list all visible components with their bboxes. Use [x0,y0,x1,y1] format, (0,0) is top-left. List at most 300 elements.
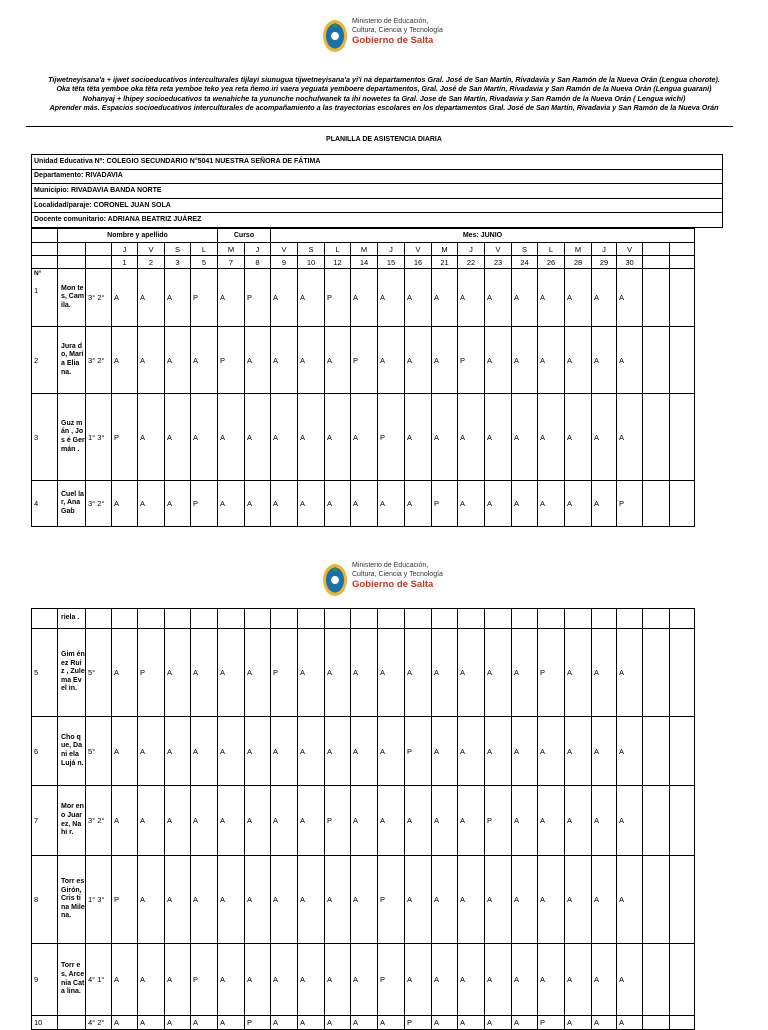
attendance-mark: A [298,944,325,1016]
blank-cell [670,243,695,256]
attendance-mark: A [325,944,351,1016]
attendance-mark: A [245,786,271,856]
attendance-mark: A [485,629,512,717]
attendance-mark: A [378,481,405,527]
attendance-mark: A [485,1016,512,1030]
attendance-mark: A [538,269,565,327]
attendance-mark: A [351,394,378,481]
weekday-cell: M [565,243,592,256]
blank-cell [643,481,670,527]
logo-gobierno: Gobierno de Salta [352,35,434,46]
attendance-mark: A [112,717,138,786]
attendance-mark: A [112,1016,138,1030]
attendance-mark: A [112,269,138,327]
attendance-mark: A [432,629,458,717]
weekday-cell: J [245,243,271,256]
attendance-mark: A [617,269,643,327]
attendance-mark: A [378,1016,405,1030]
day-cell: 21 [432,256,458,269]
day-cell: 9 [271,256,298,269]
attendance-mark [432,609,458,629]
blank-cell [670,717,695,786]
day-cell: 16 [405,256,432,269]
attendance-mark: A [378,717,405,786]
attendance-mark: A [298,629,325,717]
attendance-mark: A [245,394,271,481]
blank-cell [86,243,112,256]
attendance-mark: P [325,269,351,327]
day-cell: 14 [351,256,378,269]
student-curso: 3° 2° [86,269,112,327]
attendance-mark: A [112,786,138,856]
attendance-mark: A [432,944,458,1016]
blank-cell [643,327,670,394]
blank-cell [643,394,670,481]
attendance-mark: A [405,629,432,717]
attendance-mark: A [538,786,565,856]
attendance-mark [617,609,643,629]
attendance-mark: A [165,629,191,717]
attendance-mark: A [458,481,485,527]
intro-line: Oka tëta tëta yemboe oka tëta reta yemboe teko yea reta ñemo iri vaera yeguata yemboere departamentos, Gral. José de San Martín, Rivadavia y San Ramón de la Nueva Orán (Lengua guaraní) [56,84,712,94]
attendance-mark: A [191,1016,218,1030]
attendance-mark: P [538,1016,565,1030]
attendance-mark: A [485,944,512,1016]
student-row [32,1016,695,1030]
attendance-mark: A [592,856,617,944]
attendance-mark: A [138,786,165,856]
attendance-mark: A [458,269,485,327]
student-row [32,717,695,786]
attendance-mark: A [485,327,512,394]
attendance-mark: A [165,944,191,1016]
mes-header: Mes: JUNIO [271,229,695,243]
attendance-mark: A [351,786,378,856]
attendance-mark [458,609,485,629]
attendance-mark: A [405,944,432,1016]
student-curso: 3° 2° [86,327,112,394]
attendance-mark: A [245,629,271,717]
weekday-cell: S [298,243,325,256]
student-name: Cho que, Dani ela Lujá n. [58,717,86,786]
attendance-mark: P [191,481,218,527]
attendance-mark: A [218,481,245,527]
attendance-mark: A [565,327,592,394]
attendance-mark: A [485,394,512,481]
attendance-mark: A [565,856,592,944]
attendance-mark: P [485,786,512,856]
blank-cell [670,269,695,327]
header-logo-page-2 [322,562,443,600]
attendance-mark: A [112,629,138,717]
student-number [32,609,58,629]
attendance-mark: A [165,856,191,944]
attendance-mark: A [592,1016,617,1030]
blank-cell [670,609,695,629]
attendance-mark: A [271,786,298,856]
attendance-mark: A [245,717,271,786]
attendance-mark: A [592,269,617,327]
attendance-mark: A [378,327,405,394]
blank-cell [643,717,670,786]
attendance-mark: A [298,481,325,527]
attendance-mark: A [298,1016,325,1030]
day-cell: 22 [458,256,485,269]
day-cell: 10 [298,256,325,269]
attendance-mark: P [271,629,298,717]
attendance-mark: A [617,629,643,717]
student-curso [86,609,112,629]
student-number: 4 [32,481,58,527]
attendance-mark: A [617,856,643,944]
weekday-cell: V [271,243,298,256]
attendance-mark: A [271,1016,298,1030]
attendance-mark [298,609,325,629]
attendance-mark: A [245,327,271,394]
day-cell: 3 [165,256,191,269]
attendance-mark: A [617,1016,643,1030]
attendance-mark: A [191,717,218,786]
attendance-mark [138,609,165,629]
weekday-cell: L [538,243,565,256]
weekday-cell: J [458,243,485,256]
student-curso: 1° 3° [86,856,112,944]
attendance-mark: A [485,481,512,527]
day-cell: 2 [138,256,165,269]
attendance-mark: A [165,481,191,527]
attendance-mark: A [538,717,565,786]
weekday-cell: J [378,243,405,256]
attendance-mark: A [138,944,165,1016]
attendance-mark: A [218,944,245,1016]
attendance-mark: A [592,717,617,786]
attendance-mark: A [617,327,643,394]
info-table [31,154,723,228]
logo-line-1: Ministerio de Educación, [352,18,429,25]
blank-cell [670,256,695,269]
attendance-mark [351,609,378,629]
blank-cell [670,629,695,717]
attendance-mark: A [458,629,485,717]
logo-line-1: Ministerio de Educación, [352,562,429,569]
attendance-mark: A [112,481,138,527]
student-number: 8 [32,856,58,944]
sheet-title: PLANILLA DE ASISTENCIA DIARIA [326,136,442,143]
attendance-mark: A [432,786,458,856]
attendance-mark: A [405,327,432,394]
attendance-mark [325,609,351,629]
weekday-cell: L [325,243,351,256]
student-row [32,327,695,394]
attendance-mark: A [218,1016,245,1030]
attendance-mark: A [565,786,592,856]
attendance-mark: A [298,327,325,394]
weekday-cell: V [617,243,643,256]
attendance-mark: A [538,856,565,944]
attendance-mark: A [138,1016,165,1030]
attendance-mark [165,609,191,629]
blank-cell [643,786,670,856]
student-name: Jura do, Marí a Elia na. [58,327,86,394]
attendance-mark: A [512,481,538,527]
attendance-mark [112,609,138,629]
blank-cell [670,1016,695,1030]
attendance-mark [405,609,432,629]
attendance-mark: A [485,856,512,944]
attendance-mark: A [432,856,458,944]
blank-cell [670,944,695,1016]
day-cell: 8 [245,256,271,269]
attendance-mark: A [432,269,458,327]
attendance-mark [565,609,592,629]
student-name: Torr es Girón, Cris tina Mile na. [58,856,86,944]
attendance-mark: A [565,1016,592,1030]
attendance-mark: A [191,394,218,481]
attendance-mark: A [191,856,218,944]
student-row [32,944,695,1016]
attendance-mark: A [218,717,245,786]
attendance-mark: A [138,327,165,394]
student-curso: 5° [86,717,112,786]
blank-cell [670,856,695,944]
attendance-mark: A [512,717,538,786]
attendance-mark: P [432,481,458,527]
weekday-cell: V [138,243,165,256]
attendance-mark: A [512,394,538,481]
attendance-mark: A [218,629,245,717]
attendance-mark: A [458,944,485,1016]
header-row [32,229,695,243]
blank-cell [643,243,670,256]
day-cell: 29 [592,256,617,269]
weekday-cell: S [512,243,538,256]
blank-cell [643,944,670,1016]
attendance-mark: A [351,1016,378,1030]
attendance-mark: A [405,856,432,944]
attendance-mark: A [271,717,298,786]
attendance-mark: A [458,717,485,786]
attendance-mark: P [617,481,643,527]
attendance-mark: A [592,394,617,481]
attendance-mark: A [565,944,592,1016]
attendance-mark: A [191,629,218,717]
attendance-mark: A [165,394,191,481]
attendance-mark: A [538,944,565,1016]
attendance-mark: A [432,327,458,394]
student-name: Gim énez Ruiz , Zule ma Evel in. [58,629,86,717]
student-number: 2 [32,327,58,394]
attendance-mark: A [512,1016,538,1030]
attendance-mark [271,609,298,629]
student-row [32,786,695,856]
attendance-mark: A [617,786,643,856]
student-number-value: 1 [34,286,39,295]
blank-cell [643,269,670,327]
attendance-mark: P [191,944,218,1016]
student-curso: 5° [86,629,112,717]
attendance-mark [485,609,512,629]
attendance-mark: A [218,394,245,481]
attendance-mark: P [405,717,432,786]
attendance-mark: P [218,327,245,394]
blank-cell [643,1016,670,1030]
info-unidad: Unidad Educativa Nº: COLEGIO SECUNDARIO N°5041 NUESTRA SEÑORA DE FÁTIMA [32,155,723,170]
attendance-mark: A [592,327,617,394]
attendance-mark: A [245,944,271,1016]
attendance-mark: A [592,944,617,1016]
student-row [32,269,695,327]
day-row [32,256,695,269]
attendance-table-page-2 [31,608,695,1030]
attendance-mark: A [565,394,592,481]
attendance-mark [512,609,538,629]
attendance-mark: A [351,481,378,527]
attendance-mark: A [565,269,592,327]
attendance-mark: A [165,1016,191,1030]
student-row [32,856,695,944]
attendance-mark: A [271,327,298,394]
attendance-mark: A [458,856,485,944]
attendance-mark: A [405,269,432,327]
weekday-cell: V [405,243,432,256]
attendance-mark: A [191,327,218,394]
attendance-mark [592,609,617,629]
attendance-mark: A [378,629,405,717]
info-docente: Docente comunitario: ADRIANA BEATRIZ JUÁREZ [32,213,723,228]
student-number: 3 [32,394,58,481]
gobierno-salta-seal-icon [322,18,348,56]
attendance-mark: A [325,629,351,717]
attendance-mark: A [405,481,432,527]
student-row [32,609,695,629]
logo-line-2: Cultura, Ciencia y Tecnología [352,26,443,34]
attendance-mark: P [112,856,138,944]
day-cell: 1 [112,256,138,269]
attendance-mark: A [325,717,351,786]
attendance-mark: A [138,269,165,327]
attendance-mark: A [325,327,351,394]
student-curso: 4° 1° [86,944,112,1016]
student-name: Torr es, Arce nia Cata lina. [58,944,86,1016]
info-municipio: Municipio: RIVADAVIA BANDA NORTE [32,184,723,199]
weekday-row [32,243,695,256]
attendance-table [31,228,695,527]
student-curso: 4° 2° [86,1016,112,1030]
blank-cell [670,394,695,481]
blank-cell [670,481,695,527]
attendance-mark: A [351,629,378,717]
attendance-mark: P [458,327,485,394]
day-cell: 5 [191,256,218,269]
attendance-mark: A [138,717,165,786]
attendance-mark: A [218,786,245,856]
student-number: 6 [32,717,58,786]
student-number: 7 [32,786,58,856]
attendance-mark: A [378,269,405,327]
student-name [58,1016,86,1030]
attendance-mark: A [298,786,325,856]
weekday-cell: V [485,243,512,256]
attendance-mark: P [245,1016,271,1030]
student-name: Mon tes, Cam ila. [58,269,86,327]
student-name: Cuel lar, Ana Gab [58,481,86,527]
student-number [32,269,58,327]
attendance-mark: A [432,717,458,786]
attendance-mark [191,609,218,629]
blank-cell [643,856,670,944]
attendance-mark: A [298,717,325,786]
blank-cell [643,256,670,269]
attendance-mark: A [565,629,592,717]
info-departamento: Departamento: RIVADAVIA [32,169,723,184]
student-curso: 3° 2° [86,786,112,856]
weekday-cell: J [112,243,138,256]
attendance-mark: A [351,717,378,786]
student-row [32,629,695,717]
intro-line: Nohanyaj + lhipey socioeducativos ta wenahiche ta yununche nochufwanek ta ihi nowetes ta Gral. Jose de San Martín, Rivadavia y San Ramón de la Nueva Orán ( Lengua wichí) [82,93,686,103]
day-cell: 28 [565,256,592,269]
attendance-mark: A [138,394,165,481]
attendance-mark: A [112,944,138,1016]
attendance-mark: A [271,394,298,481]
day-cell: 26 [538,256,565,269]
attendance-mark: A [617,717,643,786]
intro-line: Tijwetneyisana'a + ijwet socioeducativos interculturales tijlayi siunugua tijwetneyisana'a yi'i na departamentos Gral. José de San Martín, Rivadavia y San Ramón de la Nueva Orán (Lengua chorote). [48,75,720,84]
attendance-mark: P [112,394,138,481]
attendance-mark: A [351,944,378,1016]
attendance-mark: A [592,629,617,717]
attendance-mark: P [405,1016,432,1030]
attendance-mark: P [191,269,218,327]
blank-cell [670,786,695,856]
attendance-mark [218,609,245,629]
attendance-mark: A [138,856,165,944]
attendance-mark: A [432,394,458,481]
attendance-mark: P [245,269,271,327]
blank-cell [32,256,58,269]
curso-header: Curso [218,229,271,243]
attendance-mark: P [325,786,351,856]
attendance-mark: A [298,269,325,327]
divider [26,126,733,127]
attendance-mark: A [165,786,191,856]
student-row [32,394,695,481]
attendance-mark: A [165,717,191,786]
attendance-mark: A [271,481,298,527]
attendance-mark: A [298,856,325,944]
attendance-mark: A [512,856,538,944]
attendance-mark: P [378,394,405,481]
day-cell: 15 [378,256,405,269]
attendance-mark: A [458,1016,485,1030]
day-cell: 23 [485,256,512,269]
attendance-mark: A [245,481,271,527]
attendance-mark: A [325,394,351,481]
blank-cell [670,327,695,394]
attendance-mark: A [405,394,432,481]
blank-cell [58,243,86,256]
attendance-mark: A [298,394,325,481]
attendance-mark: A [512,786,538,856]
attendance-mark: P [138,629,165,717]
attendance-mark: A [565,481,592,527]
logo-line-2: Cultura, Ciencia y Tecnología [352,570,443,578]
attendance-mark: A [592,786,617,856]
attendance-mark: A [432,1016,458,1030]
student-row [32,481,695,527]
attendance-mark: A [325,856,351,944]
weekday-cell: J [592,243,617,256]
